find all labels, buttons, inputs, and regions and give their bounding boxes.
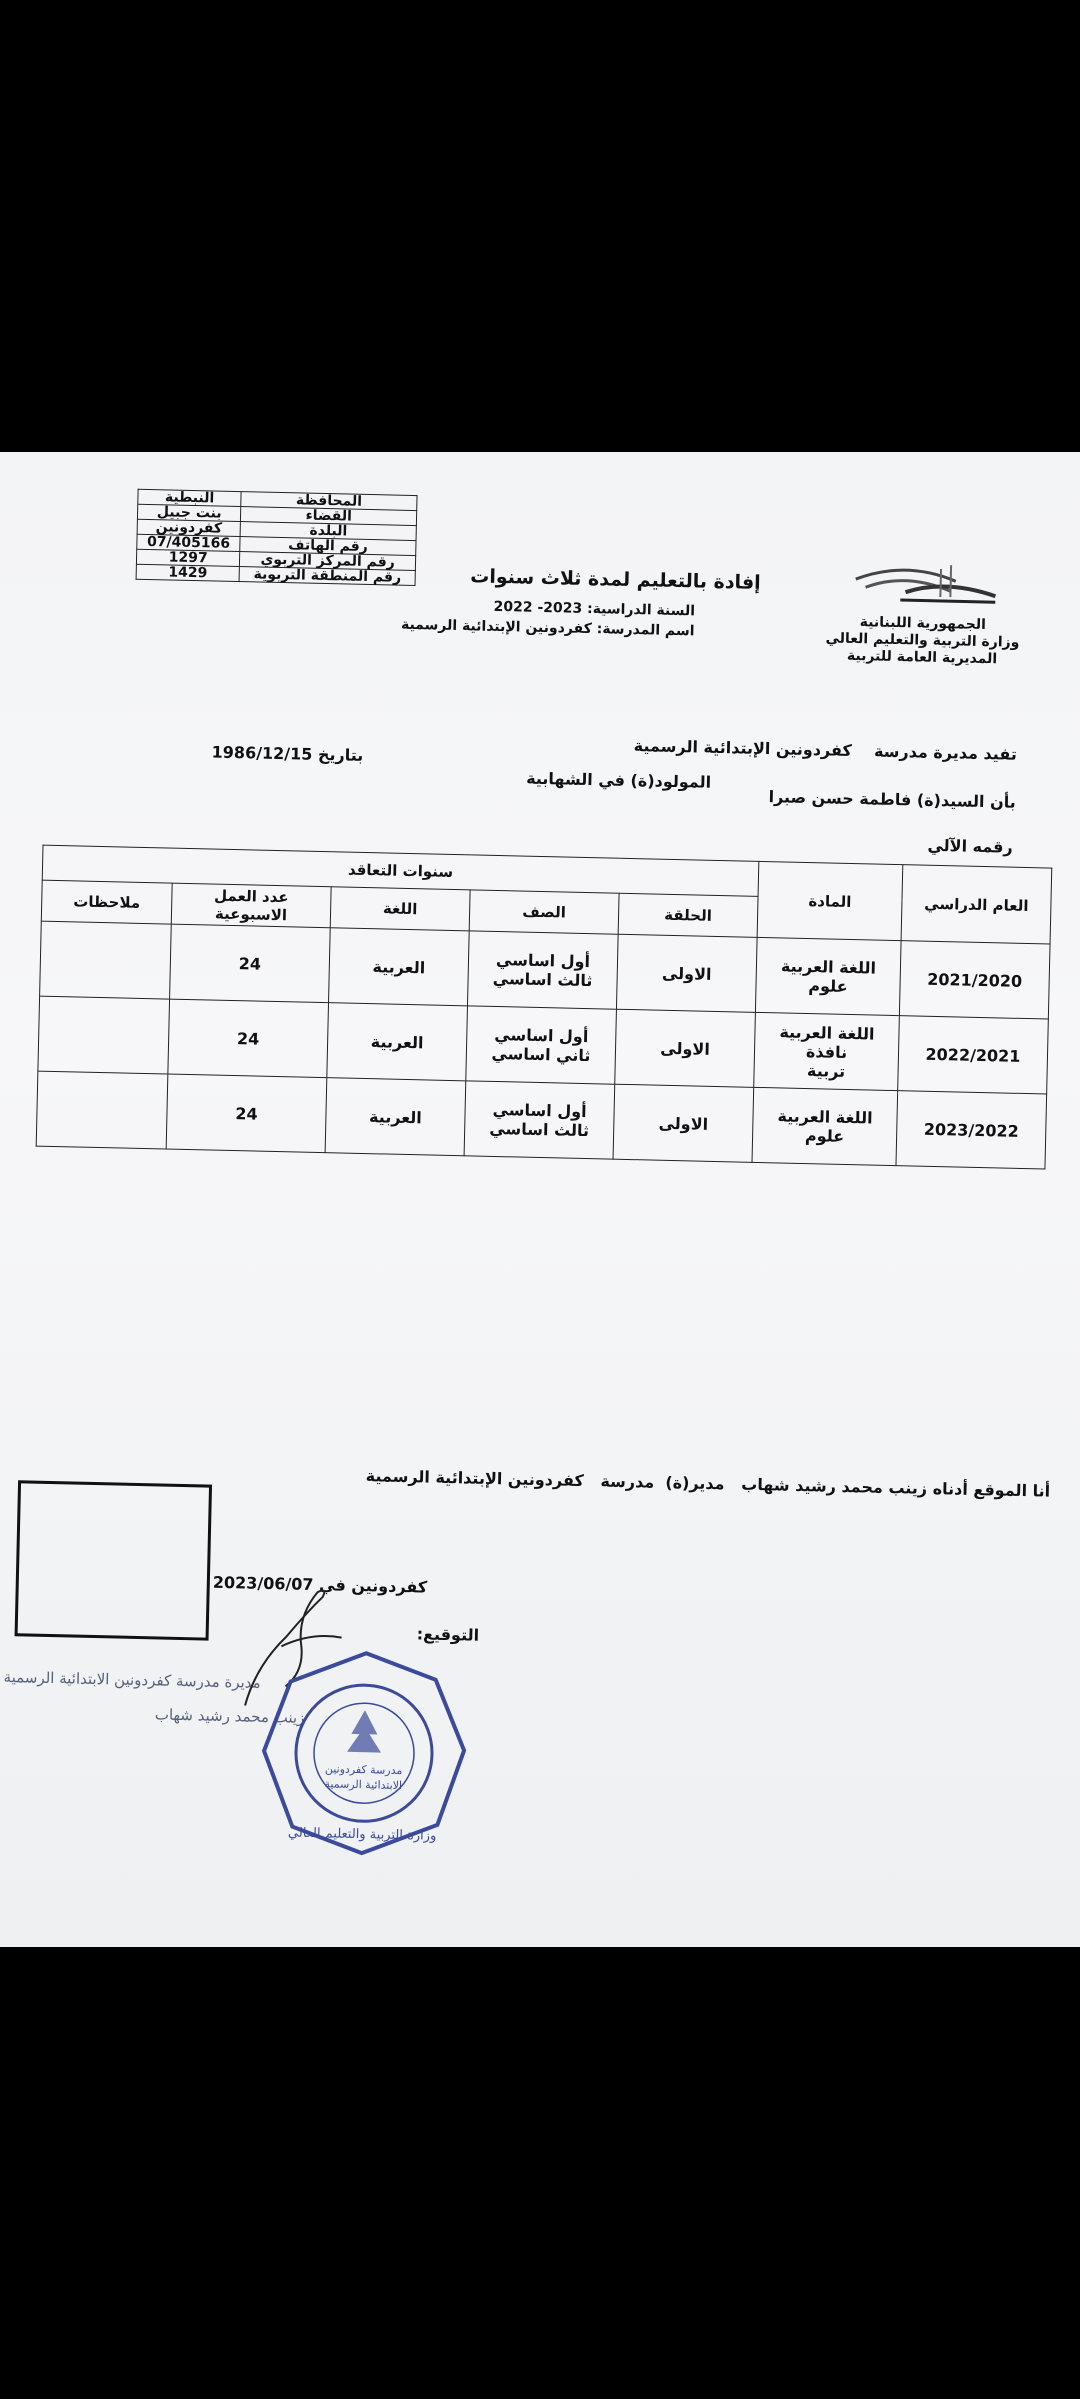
group-header: سنوات التعاقد (42, 845, 759, 896)
info-row: رقم المنطقة التربوية 1429 (136, 564, 415, 585)
signatory-title: مديرة مدرسة كفردونين الابتدائية الرسمية (3, 1667, 261, 1692)
signatory-name: زينب محمد رشيد شهاب (154, 1705, 305, 1727)
svg-text:الابتدائية الرسمية: الابتدائية الرسمية (324, 1777, 403, 1793)
col-header-year: العام الدراسي (901, 865, 1052, 944)
col-header-subject: المادة (757, 861, 903, 940)
document-photo (0, 452, 1080, 1947)
info-row: المحافظة النبطية (138, 489, 417, 510)
col-header-grade: الصف (469, 890, 619, 934)
school-year: السنة الدراسية: 2022 -2023 (493, 598, 696, 620)
page-title: إفادة بالتعليم لمدة ثلاث سنوات (469, 565, 761, 594)
birth-place: المولود(ة) في الشهابية (525, 768, 712, 792)
table-row: 2023/2022 اللغة العربية علوم الاولى أول اساسي ثالث اساسي العربية 24 (36, 1071, 1046, 1169)
birth-date: بتاريخ 1986/12/15 (211, 742, 364, 765)
info-row: القضاء بنت جبيل (137, 504, 416, 525)
col-header-hours: عدد العمل الاسبوعية (171, 883, 331, 928)
certificate-page (0, 452, 1080, 1947)
info-row: رقم المركز التربوي 1297 (136, 549, 415, 570)
statement-line-1: تفيد مديرة مدرسة كفردونين الإبتدائية الرسمية (633, 736, 1018, 764)
declaration-line: أنا الموقع أدناه زينب محمد رشيد شهاب مدير(ة) مدرسة كفردونين الإبتدائية الرسمية (365, 1466, 1051, 1501)
svg-text:وزارة التربية والتعليم العالي: وزارة التربية والتعليم العالي (287, 1825, 437, 1844)
place-date: كفردونين في 2023/06/07 (212, 1572, 428, 1597)
table-row: 2021/2020 اللغة العربية علوم الاولى أول اساسي ثالث اساسي العربية 24 (40, 921, 1050, 1019)
statement-line-2: بأن السيد(ة) فاطمة حسن صبرا (768, 787, 1016, 812)
info-row: رقم الهاتف 07/405166 (137, 534, 416, 555)
col-header-cycle: الحلقة (618, 893, 758, 937)
contract-years-table (36, 845, 1053, 1170)
employee-number: رقمه الآلي (927, 835, 1013, 857)
official-stamp-icon (257, 1646, 472, 1861)
ministry-book-logo-icon (845, 549, 1006, 613)
ministry-header: الجمهورية اللبنانية وزارة التربية والتعليم العالي المديرية العامة للتربية (825, 614, 1020, 668)
col-header-language: اللغة (330, 887, 470, 931)
svg-text:مدرسة كفردونين: مدرسة كفردونين (324, 1762, 403, 1778)
photo-box (15, 1480, 212, 1640)
signature-label: التوقيع: (416, 1624, 480, 1645)
school-name: اسم المدرسة: كفردونين الإبتدائية الرسمية (400, 616, 695, 640)
info-row: البلدة كفردونين (137, 519, 416, 540)
school-info-box (136, 489, 418, 586)
table-row: 2022/2021 اللغة العربية نافذة تربية الاولى أول اساسي ثاني اساسي العربية 24 (38, 996, 1048, 1094)
col-header-notes: ملاحظات (41, 880, 172, 924)
